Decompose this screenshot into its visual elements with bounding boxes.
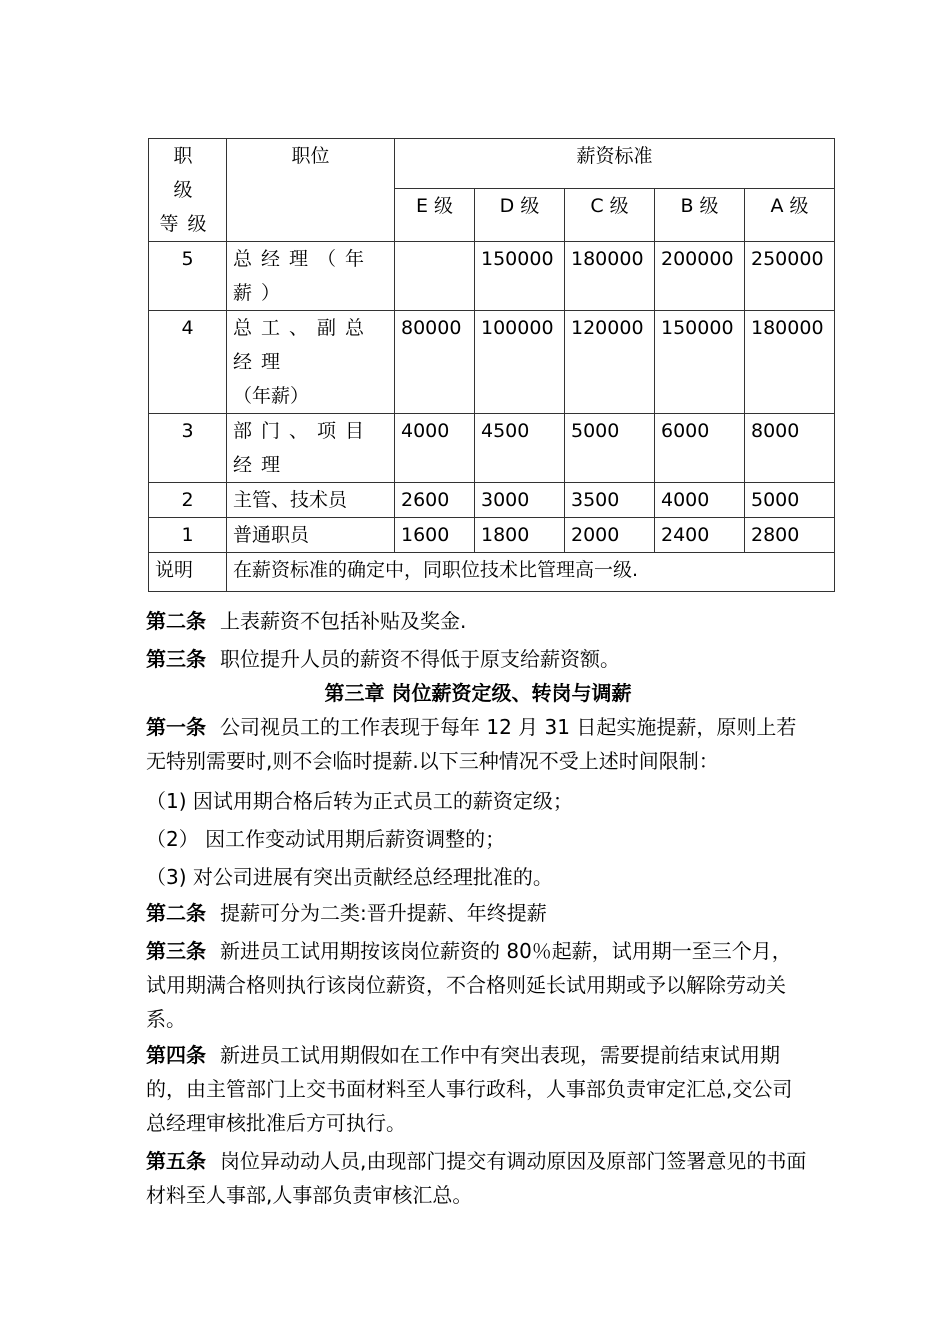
position-note: （年薪） (233, 385, 310, 407)
table-row (149, 483, 835, 518)
position-cell: 普通职员 (227, 518, 395, 553)
salary-cell: 2400 (655, 518, 745, 553)
article-paragraph (146, 604, 810, 638)
level-header: B 级 (655, 189, 745, 242)
article-paragraph (146, 642, 810, 676)
salary-cell: 4000 (655, 483, 745, 518)
level-header: A 级 (745, 189, 835, 242)
article-label: 第二条 (146, 609, 206, 633)
grade-header: 职 级 等级 (149, 139, 227, 242)
salary-cell: 100000 (475, 311, 565, 414)
position-cell (227, 311, 395, 414)
note-text: 在薪资标准的确定中，同职位技术比管理高一级. (227, 553, 835, 592)
article-paragraph (146, 710, 810, 778)
table-row (149, 518, 835, 553)
grade-cell: 3 (149, 414, 227, 483)
chapter-title: 第三章 岗位薪资定级、转岗与调薪 (324, 681, 632, 705)
article-paragraph (146, 1038, 810, 1140)
grade-cell: 4 (149, 311, 227, 414)
grade-cell: 5 (149, 242, 227, 311)
article-label: 第一条 (146, 715, 206, 739)
article-text: 职位提升人员的薪资不得低于原支给薪资额。 (220, 647, 620, 671)
salary-cell: 180000 (745, 311, 835, 414)
article-text: 提薪可分为二类:晋升提薪、年终提薪 (220, 901, 547, 925)
salary-cell: 120000 (565, 311, 655, 414)
salary-cell: 250000 (745, 242, 835, 311)
salary-cell: 150000 (655, 311, 745, 414)
position-cell: 总经理（年薪） (227, 242, 395, 311)
salary-cell: 3500 (565, 483, 655, 518)
table-row (149, 311, 835, 414)
note-row (149, 553, 835, 592)
level-header: C 级 (565, 189, 655, 242)
level-header: E 级 (395, 189, 475, 242)
salary-cell: 6000 (655, 414, 745, 483)
salary-cell: 4500 (475, 414, 565, 483)
salary-cell: 180000 (565, 242, 655, 311)
salary-cell: 2800 (745, 518, 835, 553)
article-label: 第四条 (146, 1043, 206, 1067)
grade-cell: 2 (149, 483, 227, 518)
article-paragraph (146, 896, 810, 930)
article-paragraph (146, 934, 810, 1036)
salary-cell: 8000 (745, 414, 835, 483)
table-row (149, 242, 835, 311)
list-item: （2） 因工作变动试用期后薪资调整的； (146, 827, 506, 851)
article-label: 第三条 (146, 647, 206, 671)
position-header: 职位 (227, 139, 395, 242)
salary-cell: 5000 (745, 483, 835, 518)
salary-table (148, 138, 835, 592)
list-item: （3) 对公司进展有突出贡献经总经理批准的。 (146, 865, 553, 889)
table-row (149, 414, 835, 483)
article-text: 上表薪资不包括补贴及奖金. (220, 609, 467, 633)
salary-cell: 5000 (565, 414, 655, 483)
article-text: 公司视员工的工作表现于每年 12 月 31 日起实施提薪，原则上若无特别需要时,则不会临时提薪.以下三种情况不受上述时间限制： (146, 715, 797, 773)
level-header: D 级 (475, 189, 565, 242)
article-paragraph (146, 1144, 810, 1212)
salary-cell: 200000 (655, 242, 745, 311)
position-text: 总工、副总经理 (233, 317, 374, 373)
salary-cell: 150000 (475, 242, 565, 311)
article-label: 第二条 (146, 901, 206, 925)
salary-cell: 1600 (395, 518, 475, 553)
position-cell: 部门、项目经理 (227, 414, 395, 483)
note-label: 说明 (149, 553, 227, 592)
salary-cell: 2600 (395, 483, 475, 518)
table-header-row (149, 139, 835, 189)
salary-cell: 3000 (475, 483, 565, 518)
salary-standard-header: 薪资标准 (395, 139, 835, 189)
grade-cell: 1 (149, 518, 227, 553)
article-label: 第三条 (146, 939, 206, 963)
article-text: 新进员工试用期按该岗位薪资的 80％起薪，试用期一至三个月，试用期满合格则执行该岗位薪资，不合格则延长试用期或予以解除劳动关系。 (146, 939, 792, 1031)
position-cell: 主管、技术员 (227, 483, 395, 518)
article-text: 岗位异动动人员,由现部门提交有调动原因及原部门签署意见的书面材料至人事部,人事部负责审核汇总。 (146, 1149, 807, 1207)
article-text: 新进员工试用期假如在工作中有突出表现，需要提前结束试用期的，由主管部门上交书面材料至人事行政科，人事部负责审定汇总,交公司总经理审核批准后方可执行。 (146, 1043, 793, 1135)
salary-cell: 4000 (395, 414, 475, 483)
salary-cell: 1800 (475, 518, 565, 553)
article-label: 第五条 (146, 1149, 206, 1173)
salary-cell: 2000 (565, 518, 655, 553)
salary-cell: 80000 (395, 311, 475, 414)
salary-cell (395, 242, 475, 311)
list-item: （1) 因试用期合格后转为正式员工的薪资定级； (146, 789, 573, 813)
